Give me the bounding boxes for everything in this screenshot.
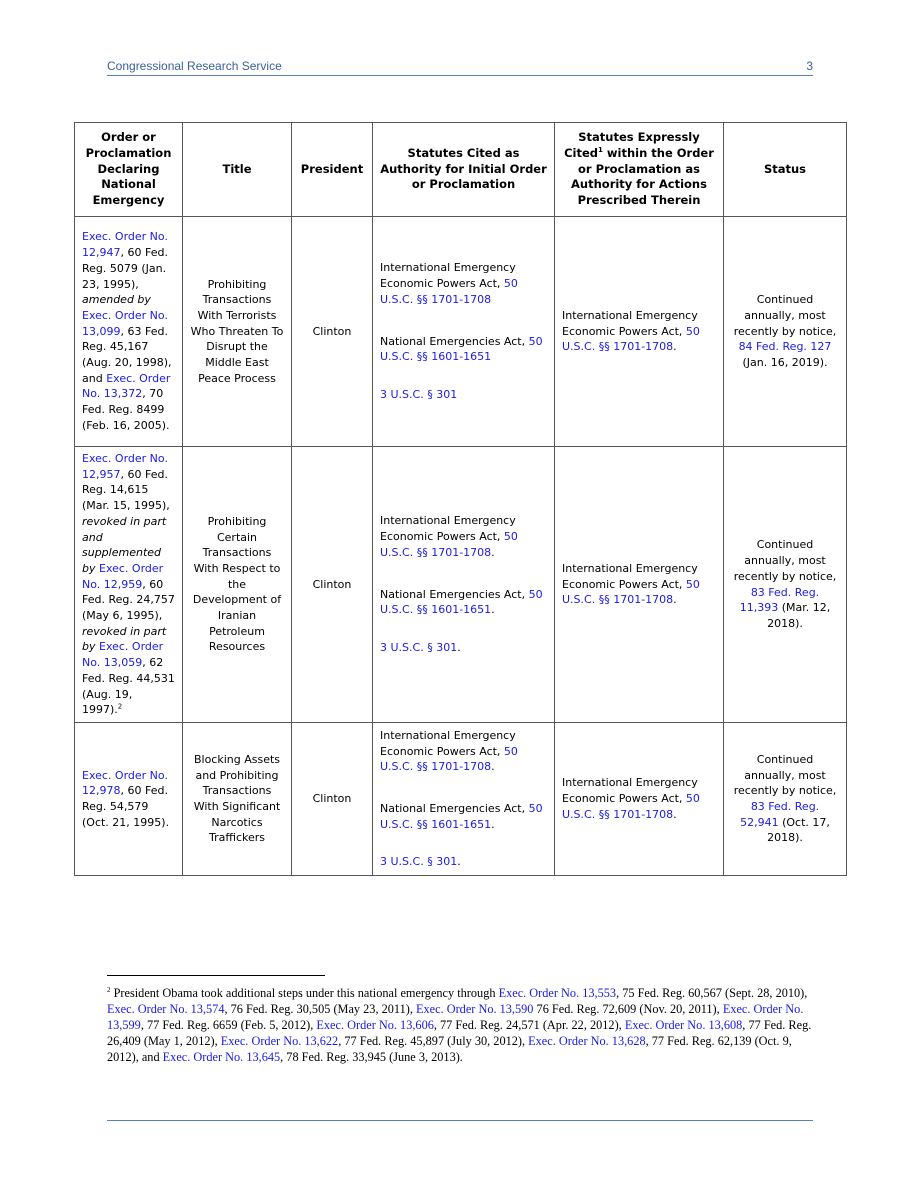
statute-link[interactable]: 50 U.S.C. §§ 1601-1651: [380, 334, 543, 364]
order-italic: amended by: [82, 293, 151, 307]
status-link[interactable]: 83 Fed. Reg. 11,393: [739, 585, 820, 615]
statute-link[interactable]: 50 U.S.C. §§ 1701-1708: [562, 577, 700, 607]
footnote: [107, 985, 813, 1065]
footnote-text: , 77 Fed. Reg. 45,897 (July 30, 2012),: [338, 1034, 529, 1048]
order-text: , 63 Fed. Reg. 45,167 (Aug. 20, 1998), and: [82, 324, 172, 385]
footnote-link[interactable]: Exec. Order No. 13,590: [415, 1002, 534, 1016]
footnote-text: , 76 Fed. Reg. 30,505 (May 23, 2011),: [224, 1002, 416, 1016]
footnote-link[interactable]: Exec. Order No. 13,553: [498, 986, 617, 1000]
statutes-initial-cell: [373, 217, 555, 447]
col-header-statutes-initial: Statutes Cited as Authority for Initial Order or Proclamation: [373, 123, 555, 217]
footnote-text: , 77 Fed. Reg. 26,409 (May 1, 2012),: [107, 1018, 812, 1048]
statute-link[interactable]: 50 U.S.C. §§ 1701-1708: [380, 277, 518, 306]
header-org: Congressional Research Service: [107, 59, 282, 73]
footnote-text: , 77 Fed. Reg. 24,571 (Apr. 22, 2012),: [433, 1018, 625, 1032]
footnote-text: , 78 Fed. Reg. 33,945 (June 3, 2013).: [280, 1050, 463, 1064]
col-header-title: Title: [183, 123, 292, 217]
order-text: , 70 Fed. Reg. 8499 (Feb. 16, 2005).: [82, 387, 170, 432]
order-text: , 60 Fed. Reg. 24,757 (May 6, 1995),: [82, 577, 175, 623]
statute-tail: .: [673, 340, 677, 354]
col-header-order: Order or Proclamation Declaring National Emergency: [75, 123, 183, 217]
order-cell: [75, 447, 183, 723]
footnote-text: , 75 Fed. Reg. 60,567 (Sept. 28, 2010),: [616, 986, 808, 1000]
footnote-text: , 77 Fed. Reg. 62,139 (Oct. 9, 2012), and: [107, 1034, 792, 1064]
order-link[interactable]: Exec. Order No. 12,959: [82, 561, 164, 591]
order-link[interactable]: Exec. Order No. 12,978: [82, 768, 168, 798]
emergencies-table: [74, 122, 847, 876]
statute-link[interactable]: 50 U.S.C. §§ 1701-1708: [562, 324, 700, 354]
statute-tail: .: [457, 640, 461, 654]
col-header-express-pre: Statutes Expressly Cited: [564, 130, 700, 160]
col-header-express-post: within the Order or Proclamation as Authority for Actions Prescribed Therein: [571, 145, 714, 208]
page-header: [107, 56, 813, 76]
status-link[interactable]: 83 Fed. Reg. 52,941: [740, 800, 820, 829]
statute-text: International Emergency Economic Powers Act,: [380, 728, 516, 758]
statutes-initial-cell: [373, 723, 555, 876]
statute-tail: .: [491, 817, 495, 831]
footnote-link[interactable]: Exec. Order No. 13,645: [162, 1050, 281, 1064]
status-text: Continued annually, most recently by notice,: [733, 538, 837, 583]
title-cell: Blocking Assets and Prohibiting Transactions With Significant Narcotics Traffickers: [183, 723, 292, 876]
statute-text: National Emergencies Act,: [380, 802, 529, 815]
statute-link[interactable]: 50 U.S.C. §§ 1701-1708: [380, 744, 518, 774]
order-text: , 60 Fed. Reg. 5079 (Jan. 23, 1995),: [82, 246, 168, 291]
order-italic: revoked in part and supplemented by: [82, 514, 167, 575]
order-text: , 62 Fed. Reg. 44,531 (Aug. 19, 1997).: [82, 656, 175, 717]
footnote-number: 2: [107, 985, 111, 994]
footnote-text: , 77 Fed. Reg. 6659 (Feb. 5, 2012),: [140, 1018, 317, 1032]
statute-link[interactable]: 3 U.S.C. § 301: [380, 387, 458, 401]
footnote-divider: [107, 975, 325, 976]
statutes-express-cell: [555, 447, 724, 723]
col-header-president: President: [292, 123, 373, 217]
statute-link[interactable]: 50 U.S.C. §§ 1601-1651: [380, 802, 543, 831]
order-cell: [75, 217, 183, 447]
statute-text: International Emergency Economic Powers Act,: [562, 561, 698, 591]
table-row: [75, 447, 847, 723]
footnote-link[interactable]: Exec. Order No. 13,628: [528, 1034, 646, 1048]
order-text: , 60 Fed. Reg. 54,579 (Oct. 21, 1995).: [82, 784, 170, 829]
status-text: (Oct. 17, 2018).: [767, 815, 830, 845]
footnote-ref-1[interactable]: 1: [598, 146, 603, 155]
title-cell: Prohibiting Certain Transactions With Respect to the Development of Iranian Petroleum Resources: [183, 447, 292, 723]
order-italic: revoked in part by: [82, 624, 167, 654]
footnote-intro: President Obama took additional steps under this national emergency through: [110, 986, 499, 1000]
statute-link[interactable]: 3 U.S.C. § 301: [380, 855, 458, 869]
statute-text: International Emergency Economic Powers Act,: [562, 776, 698, 806]
statute-text: International Emergency Economic Powers Act,: [380, 514, 516, 544]
statute-text: International Emergency Economic Powers Act,: [380, 261, 516, 291]
footnote-link[interactable]: Exec. Order No. 13,608: [624, 1018, 743, 1032]
order-link[interactable]: Exec. Order No. 12,947: [82, 230, 168, 260]
order-link[interactable]: Exec. Order No. 12,957: [82, 452, 168, 481]
footnote-link[interactable]: Exec. Order No. 13,622: [220, 1034, 339, 1048]
status-cell: [724, 723, 847, 876]
statute-tail: .: [457, 855, 461, 869]
statute-link[interactable]: 50 U.S.C. §§ 1701-1708: [380, 530, 518, 559]
footnote-link[interactable]: Exec. Order No. 13,574: [107, 1002, 225, 1016]
title-cell: Prohibiting Transactions With Terrorists Who Threaten To Disrupt the Middle East Peace Process: [183, 217, 292, 447]
status-text: (Jan. 16, 2019).: [742, 356, 828, 370]
table-row: [75, 723, 847, 876]
table-row: [75, 217, 847, 447]
page-number: 3: [806, 59, 813, 73]
statute-link[interactable]: 50 U.S.C. §§ 1601-1651: [380, 587, 543, 617]
status-text: (Mar. 12, 2018).: [767, 601, 831, 630]
order-link[interactable]: Exec. Order No. 13,099: [82, 308, 168, 338]
statutes-initial-cell: [373, 447, 555, 723]
footer-divider: [107, 1120, 813, 1121]
statute-link[interactable]: 50 U.S.C. §§ 1701-1708: [562, 792, 700, 821]
statute-tail: .: [673, 807, 677, 821]
statutes-express-cell: [555, 723, 724, 876]
statute-link[interactable]: 3 U.S.C. § 301: [380, 640, 458, 654]
order-cell: [75, 723, 183, 876]
footnote-text: 76 Fed. Reg. 72,609 (Nov. 20, 2011),: [533, 1002, 723, 1016]
statute-text: International Emergency Economic Powers Act,: [562, 308, 698, 338]
status-cell: [724, 447, 847, 723]
status-cell: [724, 217, 847, 447]
footnote-ref-2[interactable]: 2: [117, 702, 123, 711]
status-link[interactable]: 84 Fed. Reg. 127: [738, 340, 832, 354]
statute-tail: .: [491, 760, 495, 774]
order-link[interactable]: Exec. Order No. 13,059: [82, 640, 164, 670]
col-header-status: Status: [724, 123, 847, 217]
col-header-statutes-express: [555, 123, 724, 217]
table-header-row: [75, 123, 847, 217]
statute-text: National Emergencies Act,: [380, 334, 529, 348]
president-cell: Clinton: [292, 217, 373, 447]
statute-tail: .: [491, 603, 495, 617]
president-cell: Clinton: [292, 723, 373, 876]
statute-tail: .: [673, 593, 677, 607]
order-text: , 60 Fed. Reg. 14,615 (Mar. 15, 1995),: [82, 467, 170, 513]
statute-tail: .: [491, 545, 495, 559]
status-text: Continued annually, most recently by notice,: [733, 752, 837, 798]
statute-text: National Emergencies Act,: [380, 587, 529, 601]
status-text: Continued annually, most recently by notice,: [733, 293, 837, 338]
footnote-link[interactable]: Exec. Order No. 13,606: [316, 1018, 434, 1032]
order-link[interactable]: Exec. Order No. 13,372: [82, 371, 171, 401]
statutes-express-cell: [555, 217, 724, 447]
footnote-link[interactable]: Exec. Order No. 13,599: [107, 1002, 804, 1032]
president-cell: Clinton: [292, 447, 373, 723]
